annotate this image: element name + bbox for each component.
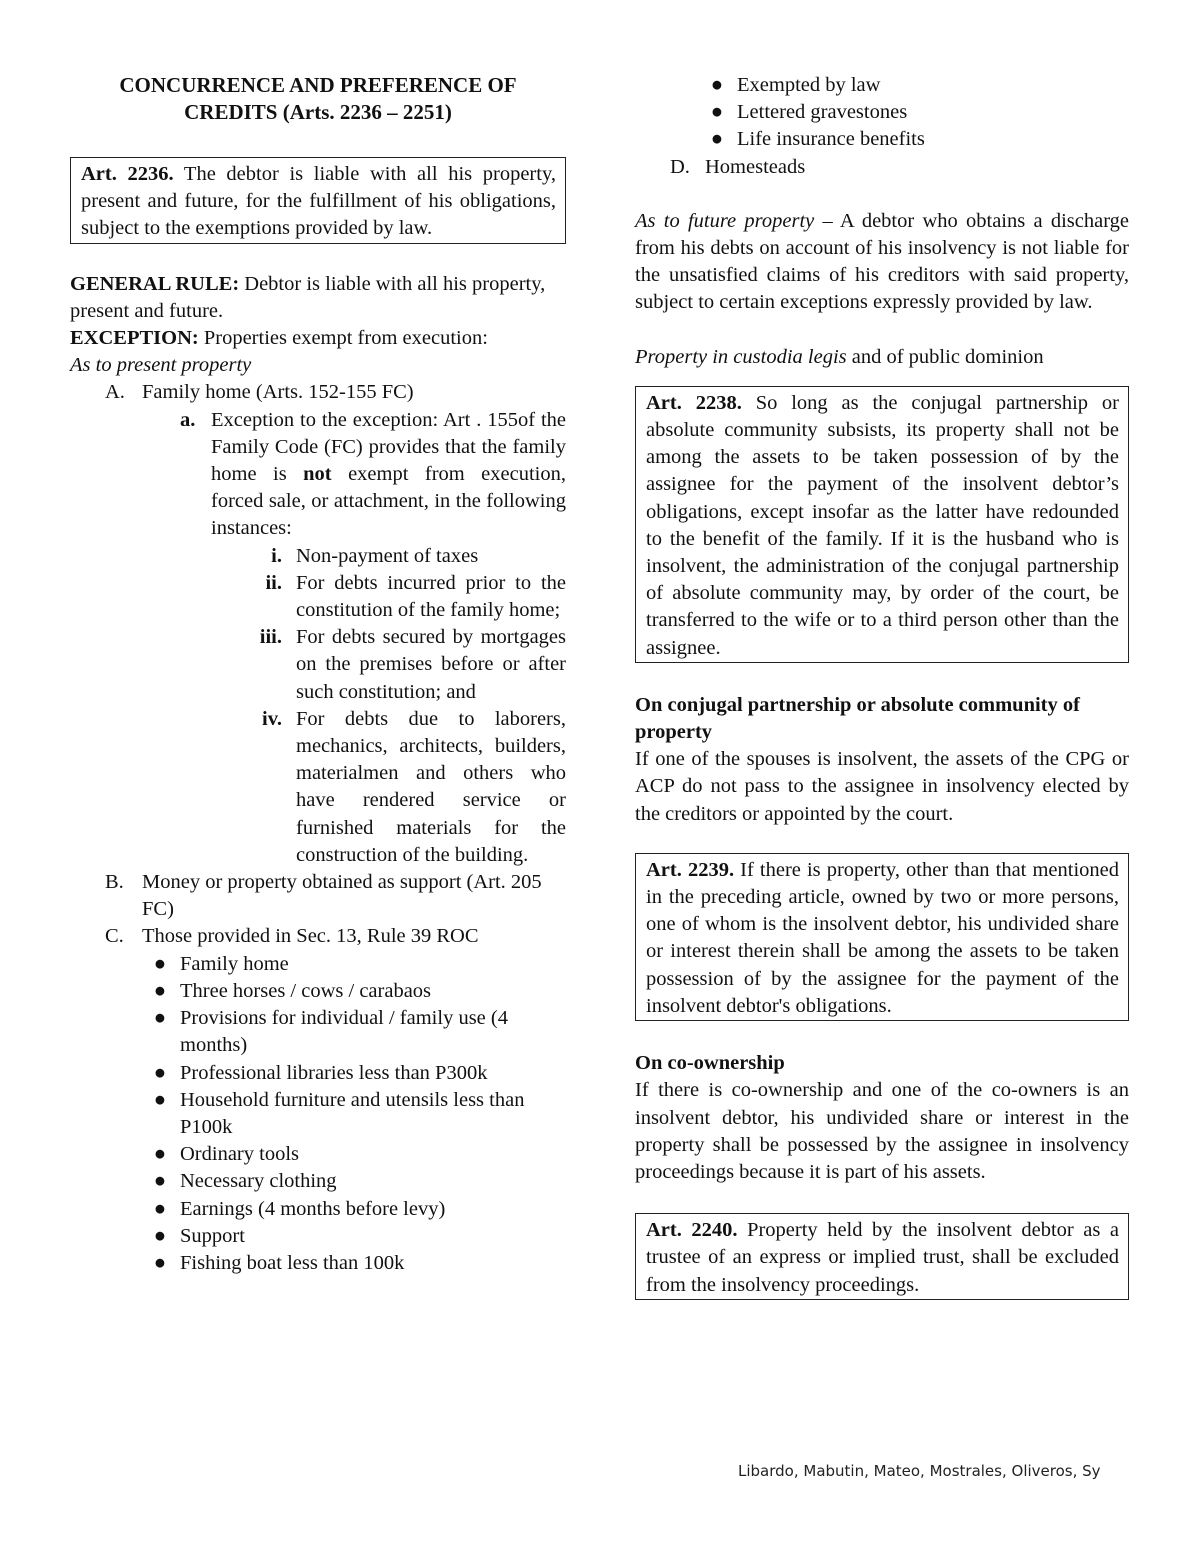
item-a — [70, 379, 566, 406]
conjugal-heading: On conjugal partnership or absolute community of property — [635, 693, 1080, 744]
bullet-icon: ● — [153, 1224, 167, 1247]
list-item — [70, 1168, 566, 1195]
roman-item-1 — [70, 543, 566, 570]
bullet-icon: ● — [153, 979, 167, 1002]
exception-label: EXCEPTION: — [70, 327, 199, 350]
roman-marker: iii. — [259, 626, 282, 649]
general-rule-label: GENERAL RULE: — [70, 272, 240, 295]
list-item — [635, 99, 1129, 126]
list-item — [635, 72, 1129, 99]
art-2238-box — [635, 386, 1129, 663]
title-line-1: CONCURRENCE AND PREFERENCE OF — [119, 73, 517, 97]
custodia-legis-label: Property in custodia legis — [635, 345, 847, 368]
sub-item-a-bold: not — [303, 463, 332, 486]
list-item — [70, 1223, 566, 1250]
item-c-text: Those provided in Sec. 13, Rule 39 ROC — [142, 925, 479, 948]
bullet-icon: ● — [153, 1007, 167, 1030]
custodia-legis-text: and of public dominion — [846, 345, 1044, 368]
item-c-marker: C. — [105, 925, 124, 948]
art-2240-box — [635, 1213, 1129, 1300]
footer-authors: Libardo, Mabutin, Mateo, Mostrales, Oliveros, Sy — [738, 1462, 1101, 1480]
art-2239-box — [635, 853, 1129, 1021]
roman-marker: iv. — [262, 707, 282, 730]
item-a-marker: A. — [105, 381, 125, 404]
list-item — [70, 978, 566, 1005]
item-b — [70, 869, 566, 923]
bullet-icon: ● — [153, 1197, 167, 1220]
exempt-list-continued — [635, 72, 1129, 154]
list-item-text: Life insurance benefits — [737, 128, 925, 151]
item-b-marker: B. — [105, 871, 124, 894]
general-rule — [70, 271, 566, 325]
list-item — [70, 1060, 566, 1087]
art-2236-box — [70, 157, 566, 244]
list-item — [70, 1005, 566, 1059]
roman-item-4 — [70, 706, 566, 869]
right-column — [635, 72, 1129, 1300]
roman-item-2 — [70, 570, 566, 624]
item-a-text: Family home (Arts. 152-155 FC) — [142, 381, 414, 404]
custodia-legis-paragraph — [635, 344, 1129, 371]
bullet-icon: ● — [710, 74, 724, 96]
sub-item-a-text — [211, 407, 566, 543]
left-column — [70, 72, 566, 1277]
list-item-text: Ordinary tools — [180, 1143, 299, 1166]
item-b-text: Money or property obtained as support (Art. 205 FC) — [142, 871, 542, 921]
list-item — [70, 1196, 566, 1223]
bullet-icon: ● — [153, 952, 167, 975]
item-d-text: Homesteads — [705, 155, 806, 178]
list-item-text: Lettered gravestones — [737, 101, 908, 124]
list-item-text: Professional libraries less than P300k — [180, 1061, 488, 1084]
list-item-text: Necessary clothing — [180, 1170, 337, 1193]
art-2236-text: The debtor is liable with all his property, present and future, for the fulfillment of his obligations, subject to the exemptions provided by law. — [81, 163, 557, 240]
art-2239-label: Art. 2239. — [646, 858, 735, 881]
list-item — [70, 951, 566, 978]
bullet-icon: ● — [153, 1251, 167, 1274]
roman-marker: i. — [271, 544, 282, 567]
art-2239-text: If there is property, other than that mentioned in the preceding article, owned by two or more persons, one of whom is the insolvent debtor, his undivided share or interest therein shall be among the assets to be taken possession of by the assignee for the payment of the insolvent debtor's obligations. — [646, 858, 1120, 1017]
future-property-text: – A debtor who obtains a discharge from his debts on account of his insolvency is not liable for the unsatisfied claims of his creditors with said property, subject to certain exceptions expressly provided by law. — [635, 209, 1129, 314]
exception — [70, 325, 566, 352]
list-item — [70, 1250, 566, 1277]
sub-item-a-text-pre: Exception to the exception: Art . 155of the Family Code (FC) provides that the family home is — [211, 408, 566, 486]
list-item-text: Family home — [180, 952, 289, 975]
list-item-text: Fishing boat less than 100k — [180, 1251, 405, 1274]
sub-item-a-marker: a. — [180, 408, 196, 431]
item-d — [635, 154, 1129, 181]
list-item-text: Support — [180, 1224, 245, 1247]
bullet-icon: ● — [710, 101, 724, 124]
roman-item-3 — [70, 624, 566, 706]
list-item — [70, 1141, 566, 1168]
list-item — [635, 126, 1129, 153]
roman-text: For debts secured by mortgages on the premises before or after such constitution; and — [296, 626, 566, 703]
title-line-2: CREDITS (Arts. 2236 – 2251) — [184, 100, 452, 124]
art-2240-label: Art. 2240. — [646, 1219, 738, 1242]
sub-item-a — [70, 407, 566, 543]
future-property-paragraph — [635, 208, 1129, 317]
bullet-icon: ● — [153, 1143, 167, 1166]
roman-marker: ii. — [265, 571, 282, 594]
art-2240-text: Property held by the insolvent debtor as a trustee of an express or implied trust, shall be excluded from the insolvency proceedings. — [646, 1219, 1119, 1296]
list-item-text: Provisions for individual / family use (4 months) — [180, 1007, 508, 1057]
general-rule-text: Debtor is liable with all his property, present and future. — [70, 272, 546, 322]
art-2238-label: Art. 2238. — [646, 391, 742, 414]
sub-item-a-text-post: exempt from execution, forced sale, or attachment, in the following instances: — [211, 463, 566, 540]
bullet-icon: ● — [153, 1061, 167, 1084]
roman-text: Non-payment of taxes — [296, 544, 479, 567]
bullet-icon: ● — [710, 128, 724, 151]
roman-text: For debts due to laborers, mechanics, architects, builders, materialmen and others who have rendered service or furnished materials for the construction of the building. — [296, 707, 566, 866]
present-property-heading: As to present property — [70, 354, 252, 377]
bullet-icon: ● — [153, 1088, 167, 1111]
exempt-list — [70, 951, 566, 1277]
item-c — [70, 923, 566, 950]
list-item-text: Three horses / cows / carabaos — [180, 979, 432, 1002]
conjugal-text: If one of the spouses is insolvent, the assets of the CPG or ACP do not pass to the assignee in insolvency elected by the creditors or appointed by the court. — [635, 748, 1129, 825]
co-ownership-text: If there is co-ownership and one of the co-owners is an insolvent debtor, his undivided share or interest in the property shall be possessed by the assignee in insolvency proceedings because it is part of his assets. — [635, 1079, 1129, 1183]
art-2238-text: So long as the conjugal partnership or absolute community subsists, its property shall not be among the assets to be taken possession of by the assignee for the payment of the insolvent debtor’s obligations, except insofar as the latter have redounded to the benefit of the family. If it is the husband who is insolvent, the administration of the conjugal partnership of absolute community may, by order of the court, be transferred to the wife or to a third person other than the assignee. — [646, 391, 1119, 659]
item-d-marker: D. — [670, 155, 690, 178]
roman-text: For debts incurred prior to the constitution of the family home; — [296, 571, 566, 622]
list-item-text: Household furniture and utensils less than P100k — [180, 1088, 525, 1138]
list-item — [70, 1087, 566, 1141]
list-item-text: Earnings (4 months before levy) — [180, 1197, 446, 1220]
co-ownership-heading: On co-ownership — [635, 1052, 785, 1075]
exception-text: Properties exempt from execution: — [198, 327, 488, 350]
bullet-icon: ● — [153, 1170, 167, 1193]
page-title — [70, 72, 566, 126]
list-item-text: Exempted by law — [737, 74, 881, 96]
art-2236-label: Art. 2236. — [81, 163, 174, 185]
future-property-label: As to future property — [635, 209, 815, 232]
